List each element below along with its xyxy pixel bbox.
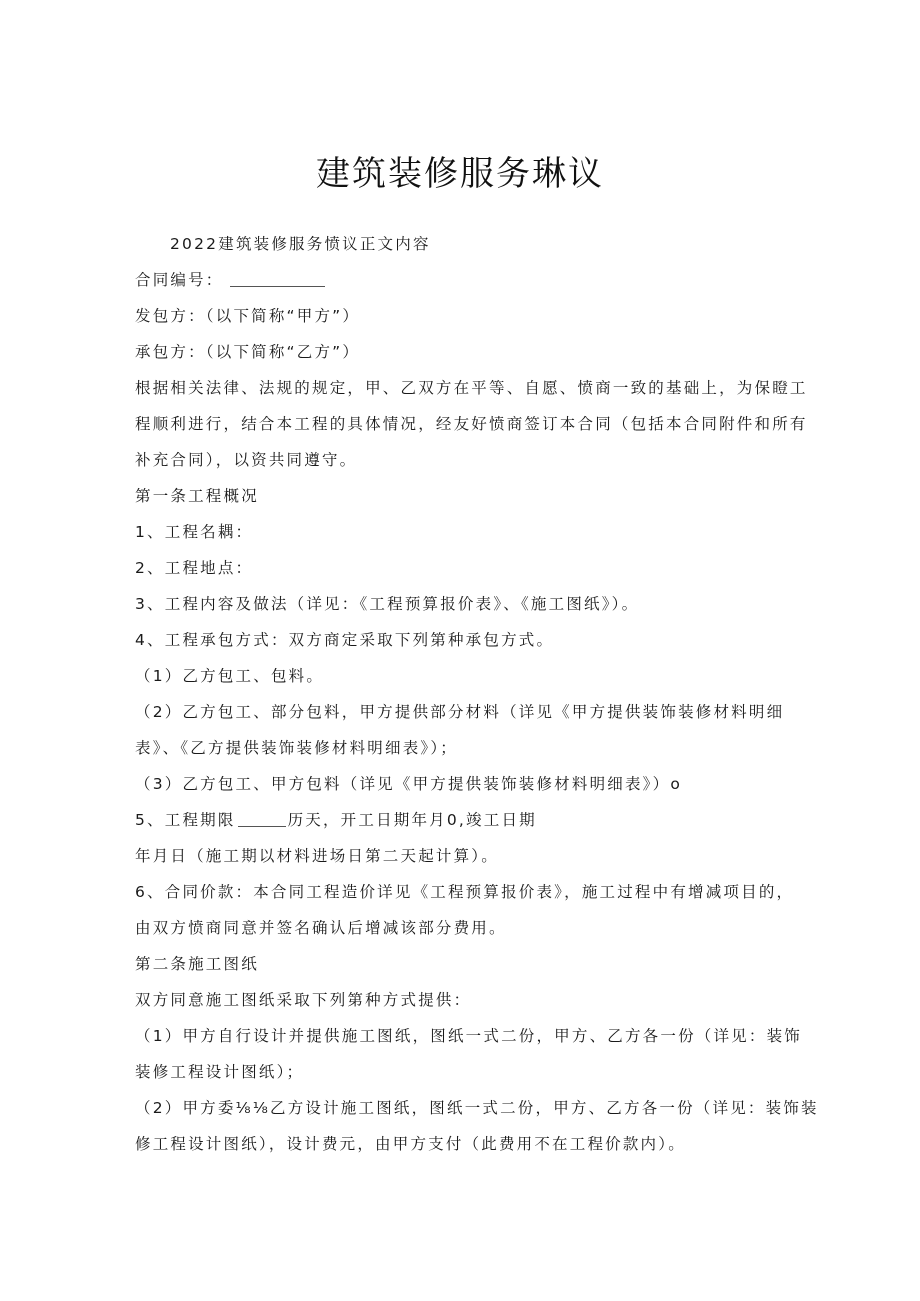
option-line: 表》、《乙方提供装饰装修材料明细表》）； [135,739,459,757]
clause-line: 6、合同价款：本合同工程造价详见《工程预算报价表》，施工过程中有增减项目的， [135,883,795,901]
paragraph-line: 程顺利进行，结合本工程的具体情况，经友好愤商签订本合同（包括本合同附件和所有 [135,415,808,433]
clause-line: 2、工程地点： [135,559,254,577]
term-rest: 历天，开工日期年月0,竣工日期 [287,811,537,829]
document-body [135,226,819,1162]
option-line: （3）乙方包工、甲方包料（详见《甲方提供装饰装修材料明细表》）o [135,775,682,793]
term-label: 5、工程期限 [135,811,236,829]
contract-number-blank [230,268,325,287]
party-a-line: 发包方：（以下简称“甲方”） [135,307,361,325]
paragraph-line: 根据相关法律、法规的规定，甲、乙双方在平等、自愿、愤商一致的基础上，为保瞪工 [135,379,808,397]
clause-line: 4、工程承包方式：双方商定采取下列第种承包方式。 [135,631,555,649]
option-line: 装修工程设计图纸）； [135,1063,305,1081]
option-line: 修工程设计图纸），设计费元，由甲方支付（此费用不在工程价款内）。 [135,1135,686,1153]
section-heading: 第一条工程概况 [135,487,259,505]
intro-heading: 2022建筑装修服务愤议正文内容 [170,235,431,253]
contract-number-line [135,262,790,298]
option-line: （1）乙方包工、包料。 [135,667,325,685]
clause-line: 年月日（施工期以材料进场日第二天起计算）。 [135,847,499,865]
clause-line: 双方同意施工图纸采取下列第种方式提供： [135,991,472,1009]
clause-line: 1、工程名耦： [135,523,254,541]
party-b-line: 承包方：（以下简称“乙方”） [135,343,361,361]
term-line [135,802,790,838]
option-line: （2）甲方委⅛⅛乙方设计施工图纸，图纸一式二份，甲方、乙方各一份（详见：装饰装 [135,1099,819,1117]
document-title: 建筑装修服务琳议 [316,154,604,194]
term-blank [238,808,286,827]
section-heading: 第二条施工图纸 [135,955,259,973]
clause-line: 3、工程内容及做法（详见：《工程预算报价表》、《施工图纸》）。 [135,595,640,613]
option-line: （2）乙方包工、部分包料，甲方提供部分材料（详见《甲方提供装饰装修材料明细 [135,703,785,721]
option-line: （1）甲方自行设计并提供施工图纸，图纸一式二份，甲方、乙方各一份（详见：装饰 [135,1027,802,1045]
paragraph-line: 补充合同），以资共同遵守。 [135,451,358,469]
contract-number-label: 合同编号： [135,271,224,289]
clause-line: 由双方愤商同意并签名确认后增减该部分费用。 [135,919,507,937]
